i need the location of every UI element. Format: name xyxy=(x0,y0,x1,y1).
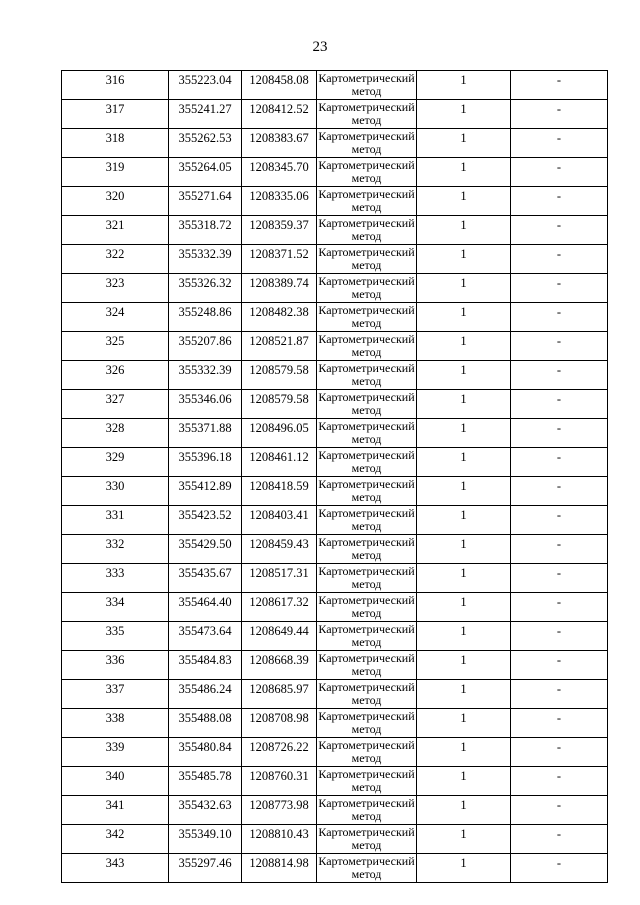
table-row xyxy=(62,767,608,796)
accuracy-cell: 1 xyxy=(417,129,511,158)
description-cell: - xyxy=(511,535,608,564)
accuracy-cell: 1 xyxy=(417,854,511,883)
point-number-cell: 323 xyxy=(62,274,169,303)
y-coordinate-cell: 1208359.37 xyxy=(242,216,317,245)
x-coordinate-cell: 355262.53 xyxy=(169,129,242,158)
x-coordinate-cell: 355412.89 xyxy=(169,477,242,506)
table-row xyxy=(62,593,608,622)
accuracy-cell: 1 xyxy=(417,535,511,564)
point-number-cell: 335 xyxy=(62,622,169,651)
table-row xyxy=(62,680,608,709)
point-number-cell: 334 xyxy=(62,593,169,622)
table-row xyxy=(62,129,608,158)
point-number-cell: 326 xyxy=(62,361,169,390)
x-coordinate-cell: 355371.88 xyxy=(169,419,242,448)
method-cell: Картометрический метод xyxy=(318,129,415,156)
method-cell: Картометрический метод xyxy=(318,419,415,446)
description-cell: - xyxy=(511,390,608,419)
description-cell: - xyxy=(511,651,608,680)
point-number-cell: 336 xyxy=(62,651,169,680)
point-number-cell: 333 xyxy=(62,564,169,593)
x-coordinate-cell: 355423.52 xyxy=(169,506,242,535)
method-cell: Картометрический метод xyxy=(318,361,415,388)
method-cell: Картометрический метод xyxy=(318,535,415,562)
page-number: 23 xyxy=(312,39,328,55)
method-cell: Картометрический метод xyxy=(318,506,415,533)
method-cell: Картометрический метод xyxy=(318,274,415,301)
y-coordinate-cell: 1208760.31 xyxy=(242,767,317,796)
table-row xyxy=(62,477,608,506)
table-row xyxy=(62,709,608,738)
table-row xyxy=(62,100,608,129)
table-row xyxy=(62,158,608,187)
x-coordinate-cell: 355349.10 xyxy=(169,825,242,854)
y-coordinate-cell: 1208345.70 xyxy=(242,158,317,187)
method-cell: Картометрический метод xyxy=(318,216,415,243)
accuracy-cell: 1 xyxy=(417,564,511,593)
point-number-cell: 318 xyxy=(62,129,169,158)
y-coordinate-cell: 1208482.38 xyxy=(242,303,317,332)
point-number-cell: 325 xyxy=(62,332,169,361)
method-cell: Картометрический метод xyxy=(318,796,415,823)
y-coordinate-cell: 1208517.31 xyxy=(242,564,317,593)
description-cell: - xyxy=(511,158,608,187)
y-coordinate-cell: 1208649.44 xyxy=(242,622,317,651)
point-number-cell: 339 xyxy=(62,738,169,767)
y-coordinate-cell: 1208773.98 xyxy=(242,796,317,825)
description-cell: - xyxy=(511,506,608,535)
y-coordinate-cell: 1208579.58 xyxy=(242,390,317,419)
y-coordinate-cell: 1208617.32 xyxy=(242,593,317,622)
description-cell: - xyxy=(511,622,608,651)
description-cell: - xyxy=(511,825,608,854)
table-row xyxy=(62,651,608,680)
y-coordinate-cell: 1208335.06 xyxy=(242,187,317,216)
point-number-cell: 320 xyxy=(62,187,169,216)
method-cell: Картометрический метод xyxy=(318,100,415,127)
method-cell: Картометрический метод xyxy=(318,680,415,707)
method-cell: Картометрический метод xyxy=(318,767,415,794)
method-cell: Картометрический метод xyxy=(318,303,415,330)
x-coordinate-cell: 355484.83 xyxy=(169,651,242,680)
table-row xyxy=(62,854,608,883)
description-cell: - xyxy=(511,680,608,709)
method-cell: Картометрический метод xyxy=(318,187,415,214)
table-row xyxy=(62,622,608,651)
accuracy-cell: 1 xyxy=(417,245,511,274)
table-row xyxy=(62,332,608,361)
accuracy-cell: 1 xyxy=(417,390,511,419)
x-coordinate-cell: 355271.64 xyxy=(169,187,242,216)
x-coordinate-cell: 355464.40 xyxy=(169,593,242,622)
description-cell: - xyxy=(511,738,608,767)
y-coordinate-cell: 1208459.43 xyxy=(242,535,317,564)
method-cell: Картометрический метод xyxy=(318,651,415,678)
accuracy-cell: 1 xyxy=(417,796,511,825)
table-row xyxy=(62,71,608,100)
table-row xyxy=(62,506,608,535)
point-number-cell: 330 xyxy=(62,477,169,506)
y-coordinate-cell: 1208461.12 xyxy=(242,448,317,477)
x-coordinate-cell: 355326.32 xyxy=(169,274,242,303)
table-row xyxy=(62,564,608,593)
accuracy-cell: 1 xyxy=(417,622,511,651)
accuracy-cell: 1 xyxy=(417,361,511,390)
method-cell: Картометрический метод xyxy=(318,71,415,98)
point-number-cell: 327 xyxy=(62,390,169,419)
point-number-cell: 324 xyxy=(62,303,169,332)
x-coordinate-cell: 355318.72 xyxy=(169,216,242,245)
point-number-cell: 322 xyxy=(62,245,169,274)
point-number-cell: 316 xyxy=(62,71,169,100)
table-row xyxy=(62,825,608,854)
description-cell: - xyxy=(511,216,608,245)
description-cell: - xyxy=(511,303,608,332)
description-cell: - xyxy=(511,245,608,274)
point-number-cell: 343 xyxy=(62,854,169,883)
x-coordinate-cell: 355480.84 xyxy=(169,738,242,767)
accuracy-cell: 1 xyxy=(417,767,511,796)
accuracy-cell: 1 xyxy=(417,477,511,506)
description-cell: - xyxy=(511,129,608,158)
x-coordinate-cell: 355473.64 xyxy=(169,622,242,651)
method-cell: Картометрический метод xyxy=(318,332,415,359)
x-coordinate-cell: 355297.46 xyxy=(169,854,242,883)
table-row xyxy=(62,738,608,767)
y-coordinate-cell: 1208403.41 xyxy=(242,506,317,535)
accuracy-cell: 1 xyxy=(417,216,511,245)
point-number-cell: 332 xyxy=(62,535,169,564)
description-cell: - xyxy=(511,100,608,129)
coordinates-table xyxy=(61,70,608,883)
table-row xyxy=(62,245,608,274)
x-coordinate-cell: 355488.08 xyxy=(169,709,242,738)
description-cell: - xyxy=(511,796,608,825)
table-row xyxy=(62,419,608,448)
method-cell: Картометрический метод xyxy=(318,738,415,765)
y-coordinate-cell: 1208579.58 xyxy=(242,361,317,390)
table-row xyxy=(62,390,608,419)
method-cell: Картометрический метод xyxy=(318,390,415,417)
accuracy-cell: 1 xyxy=(417,71,511,100)
x-coordinate-cell: 355241.27 xyxy=(169,100,242,129)
accuracy-cell: 1 xyxy=(417,651,511,680)
description-cell: - xyxy=(511,854,608,883)
y-coordinate-cell: 1208412.52 xyxy=(242,100,317,129)
point-number-cell: 317 xyxy=(62,100,169,129)
point-number-cell: 342 xyxy=(62,825,169,854)
point-number-cell: 338 xyxy=(62,709,169,738)
accuracy-cell: 1 xyxy=(417,158,511,187)
method-cell: Картометрический метод xyxy=(318,622,415,649)
table-body xyxy=(62,71,608,883)
x-coordinate-cell: 355332.39 xyxy=(169,361,242,390)
x-coordinate-cell: 355396.18 xyxy=(169,448,242,477)
y-coordinate-cell: 1208371.52 xyxy=(242,245,317,274)
method-cell: Картометрический метод xyxy=(318,825,415,852)
x-coordinate-cell: 355485.78 xyxy=(169,767,242,796)
x-coordinate-cell: 355435.67 xyxy=(169,564,242,593)
method-cell: Картометрический метод xyxy=(318,448,415,475)
y-coordinate-cell: 1208521.87 xyxy=(242,332,317,361)
method-cell: Картометрический метод xyxy=(318,477,415,504)
method-cell: Картометрический метод xyxy=(318,593,415,620)
accuracy-cell: 1 xyxy=(417,100,511,129)
table-row xyxy=(62,187,608,216)
description-cell: - xyxy=(511,477,608,506)
point-number-cell: 321 xyxy=(62,216,169,245)
accuracy-cell: 1 xyxy=(417,419,511,448)
point-number-cell: 340 xyxy=(62,767,169,796)
table-row xyxy=(62,216,608,245)
description-cell: - xyxy=(511,419,608,448)
y-coordinate-cell: 1208418.59 xyxy=(242,477,317,506)
y-coordinate-cell: 1208814.98 xyxy=(242,854,317,883)
accuracy-cell: 1 xyxy=(417,738,511,767)
x-coordinate-cell: 355207.86 xyxy=(169,332,242,361)
accuracy-cell: 1 xyxy=(417,274,511,303)
accuracy-cell: 1 xyxy=(417,303,511,332)
method-cell: Картометрический метод xyxy=(318,245,415,272)
point-number-cell: 329 xyxy=(62,448,169,477)
description-cell: - xyxy=(511,361,608,390)
y-coordinate-cell: 1208708.98 xyxy=(242,709,317,738)
description-cell: - xyxy=(511,274,608,303)
accuracy-cell: 1 xyxy=(417,332,511,361)
y-coordinate-cell: 1208389.74 xyxy=(242,274,317,303)
description-cell: - xyxy=(511,767,608,796)
y-coordinate-cell: 1208685.97 xyxy=(242,680,317,709)
method-cell: Картометрический метод xyxy=(318,854,415,881)
y-coordinate-cell: 1208496.05 xyxy=(242,419,317,448)
y-coordinate-cell: 1208810.43 xyxy=(242,825,317,854)
table-row xyxy=(62,448,608,477)
table-row xyxy=(62,361,608,390)
table-row xyxy=(62,535,608,564)
x-coordinate-cell: 355223.04 xyxy=(169,71,242,100)
point-number-cell: 341 xyxy=(62,796,169,825)
description-cell: - xyxy=(511,332,608,361)
accuracy-cell: 1 xyxy=(417,825,511,854)
accuracy-cell: 1 xyxy=(417,506,511,535)
description-cell: - xyxy=(511,593,608,622)
y-coordinate-cell: 1208383.67 xyxy=(242,129,317,158)
description-cell: - xyxy=(511,448,608,477)
x-coordinate-cell: 355248.86 xyxy=(169,303,242,332)
method-cell: Картометрический метод xyxy=(318,158,415,185)
table-row xyxy=(62,274,608,303)
point-number-cell: 337 xyxy=(62,680,169,709)
y-coordinate-cell: 1208668.39 xyxy=(242,651,317,680)
table-row xyxy=(62,303,608,332)
accuracy-cell: 1 xyxy=(417,593,511,622)
x-coordinate-cell: 355264.05 xyxy=(169,158,242,187)
x-coordinate-cell: 355429.50 xyxy=(169,535,242,564)
accuracy-cell: 1 xyxy=(417,709,511,738)
y-coordinate-cell: 1208726.22 xyxy=(242,738,317,767)
point-number-cell: 319 xyxy=(62,158,169,187)
description-cell: - xyxy=(511,187,608,216)
table-row xyxy=(62,796,608,825)
x-coordinate-cell: 355486.24 xyxy=(169,680,242,709)
description-cell: - xyxy=(511,709,608,738)
method-cell: Картометрический метод xyxy=(318,564,415,591)
point-number-cell: 328 xyxy=(62,419,169,448)
accuracy-cell: 1 xyxy=(417,187,511,216)
accuracy-cell: 1 xyxy=(417,448,511,477)
y-coordinate-cell: 1208458.08 xyxy=(242,71,317,100)
x-coordinate-cell: 355346.06 xyxy=(169,390,242,419)
accuracy-cell: 1 xyxy=(417,680,511,709)
point-number-cell: 331 xyxy=(62,506,169,535)
description-cell: - xyxy=(511,564,608,593)
x-coordinate-cell: 355432.63 xyxy=(169,796,242,825)
x-coordinate-cell: 355332.39 xyxy=(169,245,242,274)
description-cell: - xyxy=(511,71,608,100)
method-cell: Картометрический метод xyxy=(318,709,415,736)
